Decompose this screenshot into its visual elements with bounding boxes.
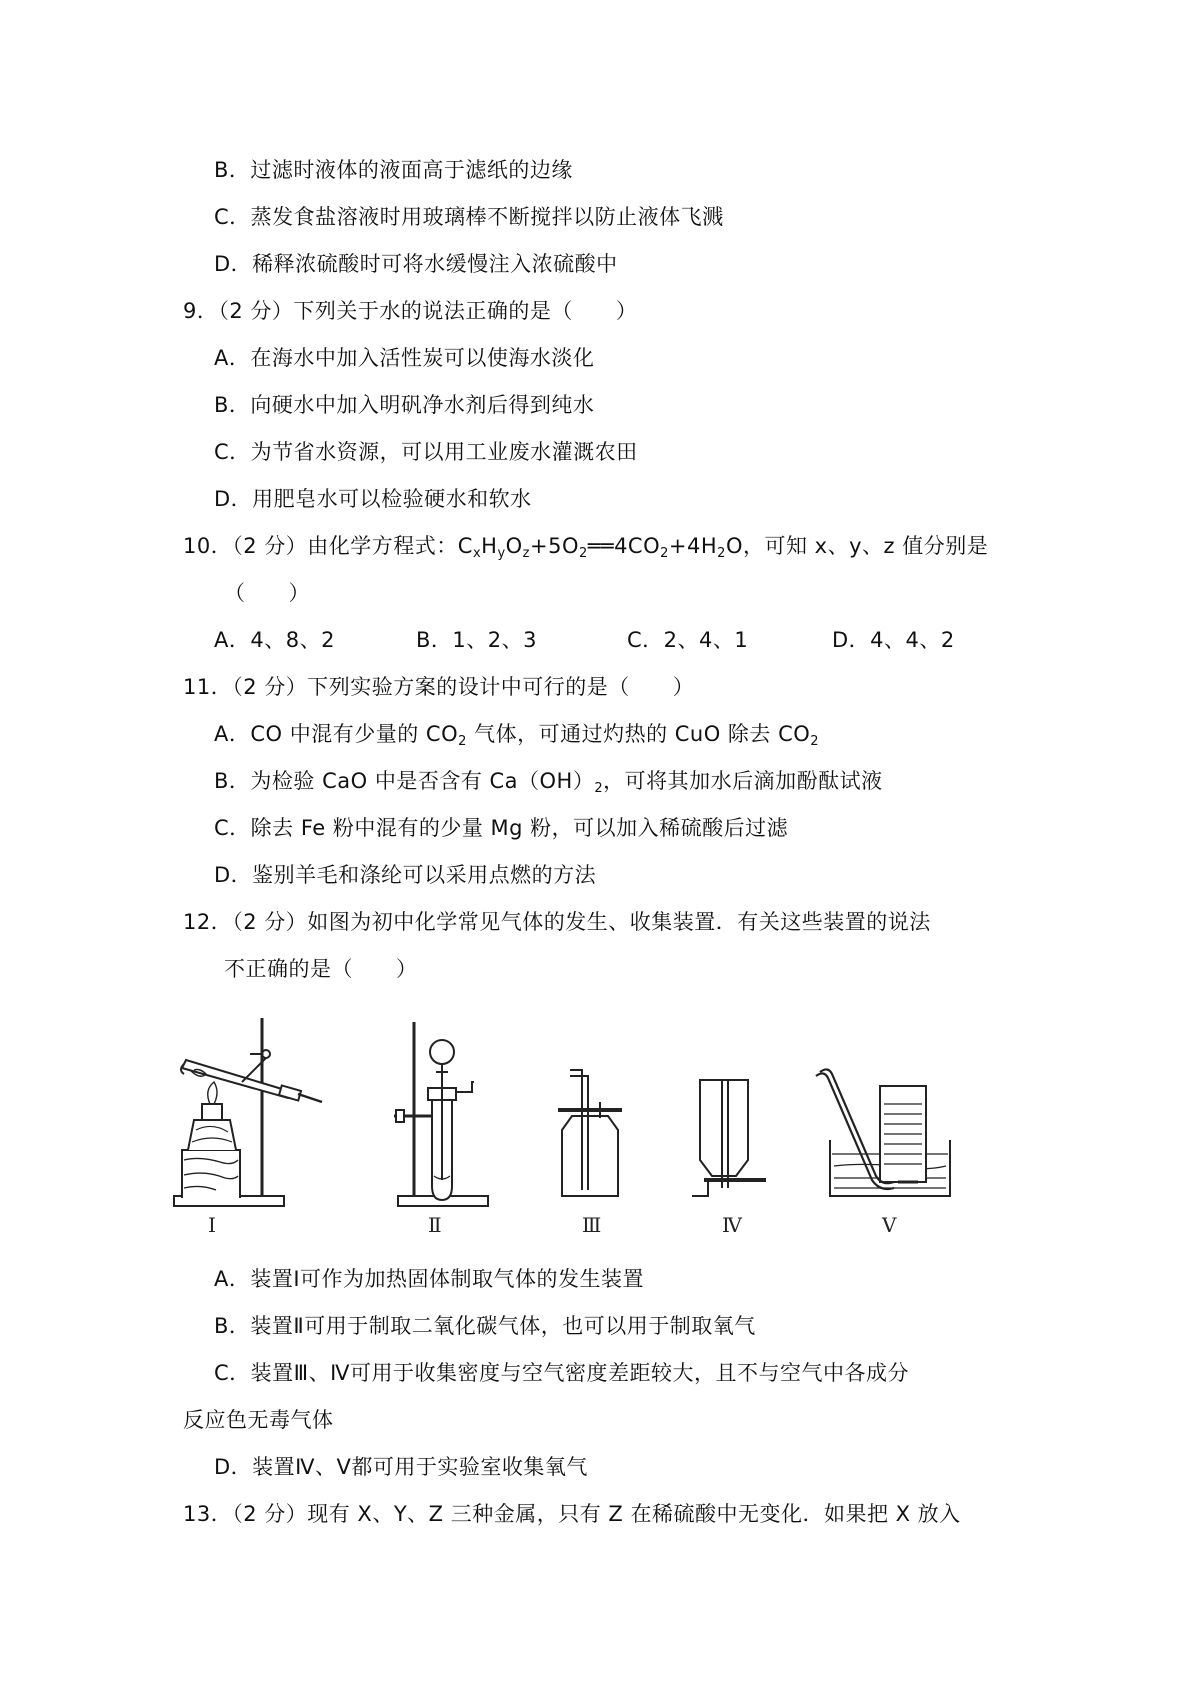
apparatus-iii: [558, 1070, 622, 1196]
q10-paren: （ ）: [224, 581, 310, 605]
q12-option-b: B．装置Ⅱ可用于制取二氧化碳气体，也可以用于制取氧气: [214, 1314, 756, 1338]
q9-stem: 9．（2 分）下列关于水的说法正确的是（ ）: [183, 299, 638, 323]
q12-option-d: D．装置Ⅳ、Ⅴ都可用于实验室收集氧气: [214, 1455, 588, 1479]
apparatus-ii: [394, 1022, 488, 1206]
label-i: Ⅰ: [208, 1213, 216, 1237]
q12-stem-continued: 不正确的是（ ）: [224, 957, 418, 981]
apparatus-v: [816, 1069, 950, 1196]
q8-option-c: C．蒸发食盐溶液时用玻璃棒不断搅拌以防止液体飞溅: [214, 205, 724, 229]
chemical-equation: $C_xH_yO_z+5O_2══4CO_2+4H_2O$: [457, 534, 743, 561]
q9-option-c: C．为节省水资源，可以用工业废水灌溉农田: [214, 440, 638, 464]
q11-option-d: D．鉴别羊毛和涤纶可以采用点燃的方法: [214, 863, 597, 887]
q12-stem: 12．（2 分）如图为初中化学常见气体的发生、收集装置．有关这些装置的说法: [183, 910, 931, 934]
q11-stem: 11．（2 分）下列实验方案的设计中可行的是（ ）: [183, 675, 695, 699]
apparatus-iv: [692, 1080, 766, 1196]
q10-option-d: D．4、4、2: [832, 628, 955, 652]
q11-option-c: C．除去 Fe 粉中混有的少量 Mg 粉，可以加入稀硫酸后过滤: [214, 816, 789, 840]
label-ii: Ⅱ: [428, 1213, 442, 1237]
q11-option-a: A．CO 中混有少量的 $CO_2$ 气体，可通过灼热的 CuO 除去 $CO_2$: [214, 722, 820, 749]
label-iii: Ⅲ: [582, 1213, 602, 1237]
q10-stem: 10．（2 分）由化学方程式：$C_xH_yO_z+5O_2══4CO_2+4H_2O$，可知 x、y、z 值分别是: [183, 534, 989, 561]
q10-option-a: A．4、8、2: [214, 628, 335, 652]
apparatus-figure: [170, 1010, 1050, 1250]
q12-option-c-continued: 反应色无毒气体: [183, 1408, 334, 1432]
q12-option-c: C．装置Ⅲ、Ⅳ可用于收集密度与空气密度差距较大，且不与空气中各成分: [214, 1361, 910, 1385]
q9-option-d: D．用肥皂水可以检验硬水和软水: [214, 487, 532, 511]
label-iv: Ⅳ: [722, 1213, 742, 1237]
apparatus-i: [174, 1018, 322, 1206]
q9-option-a: A．在海水中加入活性炭可以使海水淡化: [214, 346, 595, 370]
q8-option-d: D．稀释浓硫酸时可将水缓慢注入浓硫酸中: [214, 252, 618, 276]
q11-option-b: B．为检验 CaO 中是否含有 $Ca(OH)_2$，可将其加水后滴加酚酞试液: [214, 769, 883, 796]
q10-option-c: C．2、4、1: [627, 628, 749, 652]
label-v: Ⅴ: [882, 1213, 897, 1237]
q8-option-b: B．过滤时液体的液面高于滤纸的边缘: [214, 158, 573, 182]
q10-option-b: B．1、2、3: [416, 628, 537, 652]
q9-option-b: B．向硬水中加入明矾净水剂后得到纯水: [214, 393, 595, 417]
q12-option-a: A．装置Ⅰ可作为加热固体制取气体的发生装置: [214, 1267, 645, 1291]
q13-stem: 13．（2 分）现有 X、Y、Z 三种金属，只有 Z 在稀硫酸中无变化．如果把 X 放入: [183, 1502, 961, 1526]
